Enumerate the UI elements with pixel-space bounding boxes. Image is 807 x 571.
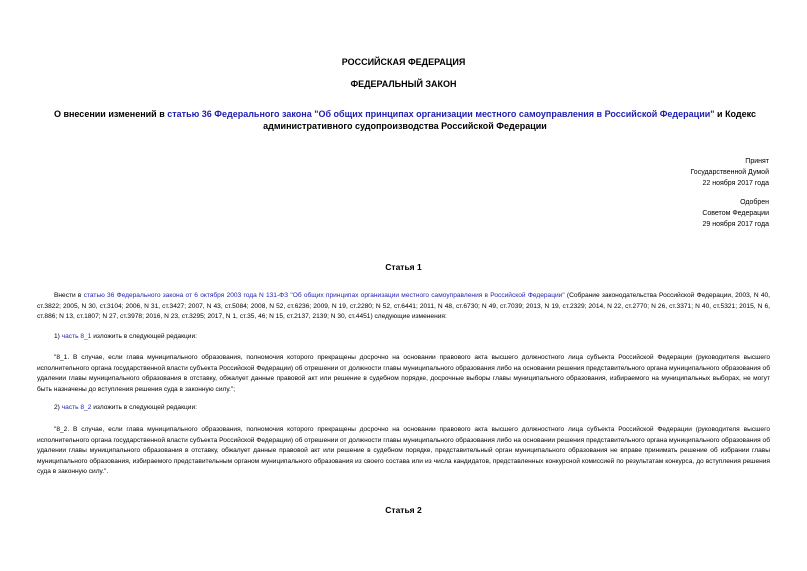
intro-suffix: (Собрание законодательства Российской Федерации, 2003, N 40, ст.3822; 2005, N 30, ст.3104; 2006, N 31, ст.3427; 2007, N 43, ст.5084; 2008, N 52, ст.6236; 2009, N 19, ст.2280; N 52, ст.6441; 2011, N 48, ст.6730; N 49, ст.7039; 2013, N 19, ст.2329; 2014, N 22, ст.2770; N 26, ст.3371; N 40, ст.5321; 2015, N 6, ст.886; N 13, ст.1807; N 27, ст.3978; 2016, N 23, ст.3295; 2017, N 1, ст.35, 46; N 15, ст.2137, 2139; N 30, ст.4451) следующие изменения: [37,292,771,320]
approved-line1: Одобрен [740,199,769,206]
item2-prefix: 2) [54,404,62,411]
law-title [40,108,770,132]
intro-prefix: Внести в [54,292,84,299]
item1-text: "8_1. В случае, если глава муниципального образования, полномочия которого прекращены досрочно на основании правового акта высшего должностного лица субъекта Российской Федерации (руководителя высшего исполнительного органа государственной власти субъекта Российской Федерации) об отрешении от должности главы муниципального образования либо на основании решения представительного органа муниципального образования об удалении главы муниципального образования в отставку, обжалует данные правовой акт или решение в судебном порядке, досрочные выборы главы муниципального образования, избираемого на муниципальных выборах, не могут быть назначены до вступления решения суда в законную силу."; [37,354,770,393]
item2-text: "8_2. В случае, если глава муниципального образования, полномочия которого прекращены досрочно на основании правового акта высшего должностного лица субъекта Российской Федерации (руководителя высшего исполнительного органа государственной власти субъекта Российской Федерации) об отрешении от должности главы муниципального образования либо на основании решения представительного органа муниципального образования об удалении главы муниципального образования в отставку, обжалует данные правовой акт или решение в судебном порядке, представительный орган муниципального образования не вправе принимать решение об избрании главы муниципального образования, избираемого представительным органом муниципального образования из своего состава или из числа кандидатов, представленных конкурсной комиссией по результатам конкурса, до вступления решения суда в законную силу.". [37,426,770,475]
item1-heading [54,332,197,342]
approved-block [569,197,769,230]
adopted-block [569,156,769,189]
title-prefix: О внесении изменений в [53,109,168,119]
item1-suffix: изложить в следующей редакции: [91,333,197,340]
country-heading: РОССИЙСКАЯ ФЕДЕРАЦИЯ [341,57,466,67]
adopted-line2: Государственной Думой [690,169,769,176]
approved-line2: Советом Федерации [702,210,769,217]
item1-link[interactable]: часть 8_1 [61,333,92,340]
adopted-line1: Принят [745,158,769,165]
intro-link[interactable]: статью 36 Федерального закона от 6 октября 2003 года N 131-ФЗ "Об общих принципах организации местного самоуправления в Российской Федерации" [83,292,565,299]
adopted-line3: 22 ноября 2017 года [702,180,769,187]
item2-suffix: изложить в следующей редакции: [91,404,197,411]
approved-line3: 29 ноября 2017 года [702,221,769,228]
title-suffix: и Кодекс административного судопроизводства Российской Федерации [263,109,757,131]
item2-heading [54,403,197,413]
law-type-heading: ФЕДЕРАЛЬНЫЙ ЗАКОН [350,79,457,89]
article1-intro [37,291,770,323]
article1-heading: Статья 1 [385,262,422,272]
item2-link[interactable]: часть 8_2 [61,404,92,411]
item1-prefix: 1) [54,333,62,340]
article2-heading: Статья 2 [385,505,422,515]
title-link[interactable]: статью 36 Федерального закона "Об общих принципах организации местного самоуправления в Российской Федерации" [167,109,715,119]
